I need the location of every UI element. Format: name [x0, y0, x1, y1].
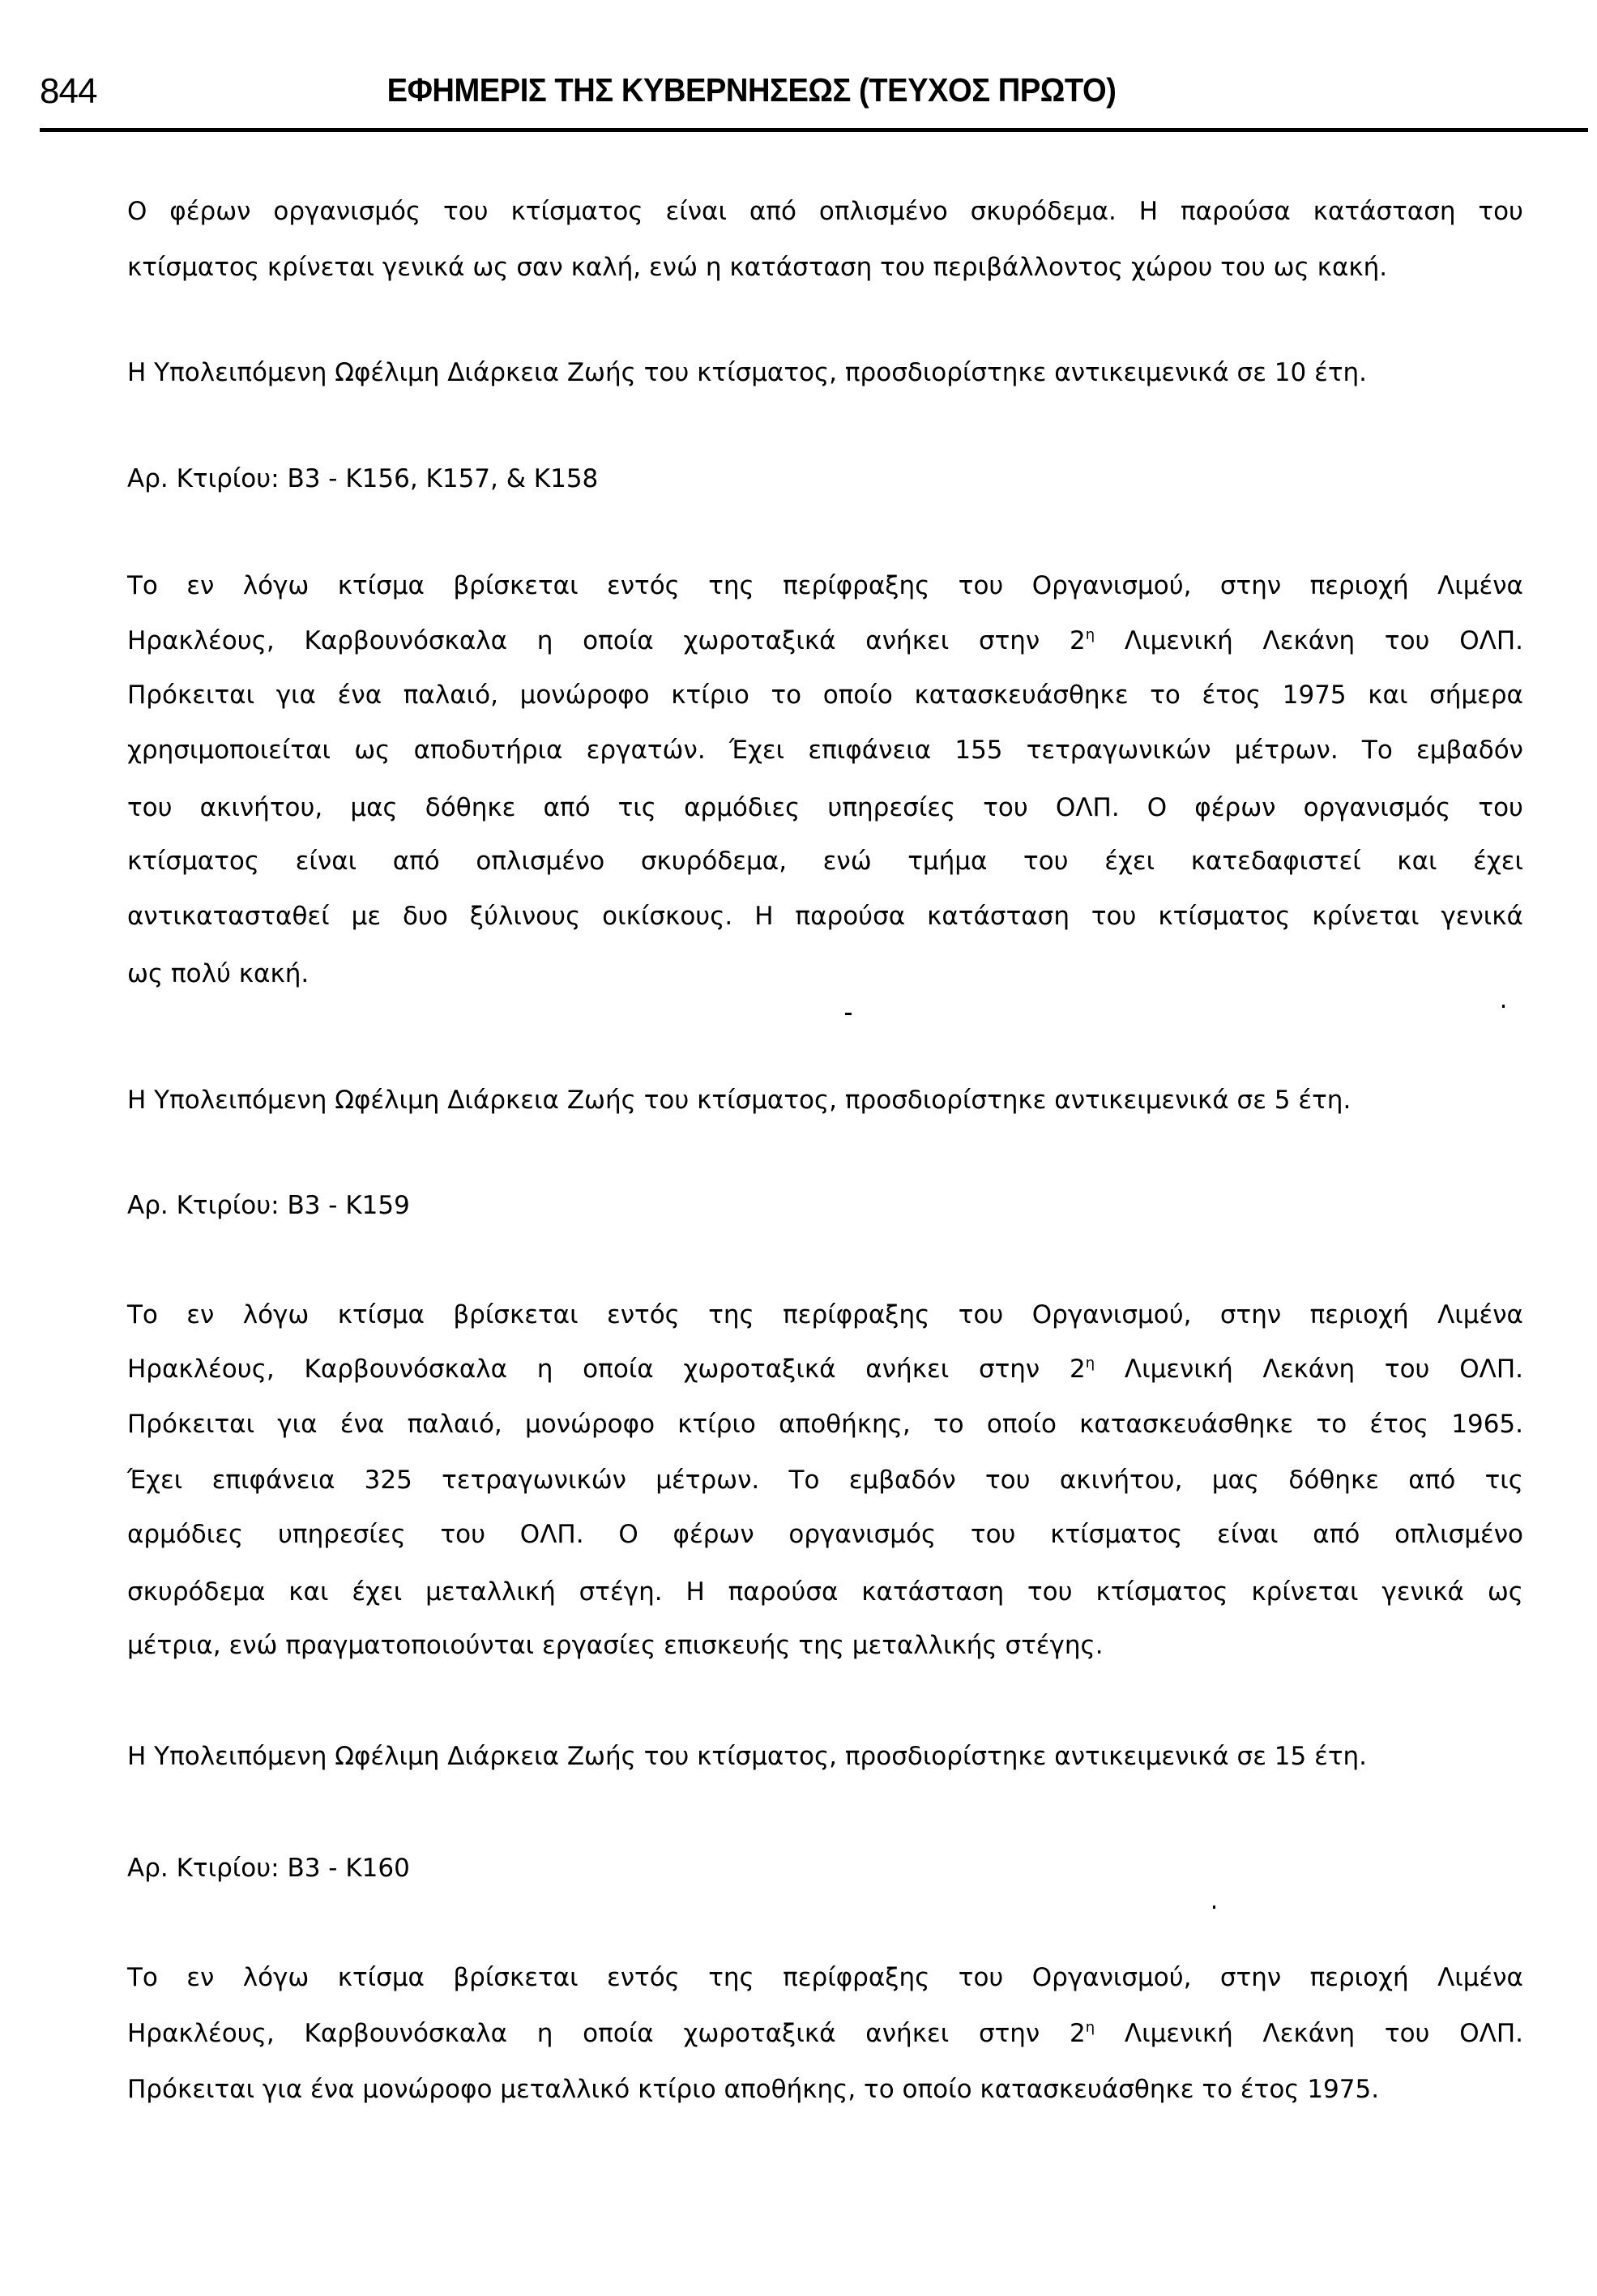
- paragraph-line: Το εν λόγω κτίσμα βρίσκεται εντός της περίφραξης του Οργανισμού, στην περιοχή Λιμένα: [127, 1963, 1523, 1992]
- text-segment: Λιμενική Λεκάνη του ΟΛΠ.: [1095, 626, 1523, 655]
- paragraph-line: μέτρια, ενώ πραγματοποιούνται εργασίες επισκευής της μεταλλικής στέγης.: [127, 1631, 1104, 1660]
- building-heading: Αρ. Κτιρίου: Β3 - Κ156, Κ157, & Κ158: [127, 464, 599, 493]
- building-heading: Αρ. Κτιρίου: Β3 - Κ159: [127, 1191, 410, 1220]
- text-segment: Λιμενική Λεκάνη του ΟΛΠ.: [1095, 2019, 1523, 2048]
- paragraph-line: Έχει επιφάνεια 325 τετραγωνικών μέτρων. Το εμβαδόν του ακινήτου, μας δόθηκε από τις: [127, 1466, 1523, 1495]
- text-segment: Ηρακλέους, Καρβουνόσκαλα η οποία χωροταξικά ανήκει στην 2: [127, 2019, 1086, 2048]
- paragraph-line: ως πολύ κακή.: [127, 959, 310, 988]
- paragraph-line: Το εν λόγω κτίσμα βρίσκεται εντός της περίφραξης του Οργανισμού, στην περιοχή Λιμένα: [127, 1300, 1523, 1329]
- paragraph-line: Πρόκειται για ένα παλαιό, μονώροφο κτίριο αποθήκης, το οποίο κατασκευάσθηκε το έτος 1965.: [127, 1410, 1523, 1439]
- paragraph-line: κτίσματος είναι από οπλισμένο σκυρόδεμα, ενώ τμήμα του έχει κατεδαφιστεί και έχει: [127, 847, 1523, 876]
- building-heading: Αρ. Κτιρίου: Β3 - Κ160: [127, 1854, 410, 1883]
- remaining-life-statement: Η Υπολειπόμενη Ωφέλιμη Διάρκεια Ζωής του κτίσματος, προσδιορίστηκε αντικειμενικά σε 15 έτη.: [127, 1742, 1368, 1771]
- paragraph-line: χρησιμοποιείται ως αποδυτήρια εργατών. Έχει επιφάνεια 155 τετραγωνικών μέτρων. Το εμβαδόν: [127, 736, 1523, 765]
- page-title: ΕΦΗΜΕΡΙΣ ΤΗΣ ΚΥΒΕΡΝΗΣΕΩΣ (ΤΕΥΧΟΣ ΠΡΩΤΟ): [386, 71, 1117, 109]
- paragraph-line: Πρόκειται για ένα παλαιό, μονώροφο κτίριο το οποίο κατασκευάσθηκε το έτος 1975 και σήμερα: [127, 681, 1523, 710]
- superscript: η: [1085, 1355, 1095, 1372]
- text-segment: Ηρακλέους, Καρβουνόσκαλα η οποία χωροταξικά ανήκει στην 2: [127, 1355, 1086, 1384]
- text-segment: Λιμενική Λεκάνη του ΟΛΠ.: [1095, 1355, 1523, 1384]
- remaining-life-statement: Η Υπολειπόμενη Ωφέλιμη Διάρκεια Ζωής του κτίσματος, προσδιορίστηκε αντικειμενικά σε 10 έτη.: [127, 358, 1368, 387]
- remaining-life-statement: Η Υπολειπόμενη Ωφέλιμη Διάρκεια Ζωής του κτίσματος, προσδιορίστηκε αντικειμενικά σε 5 έτη.: [127, 1086, 1351, 1115]
- superscript: η: [1085, 626, 1095, 643]
- scan-speck: [845, 1013, 852, 1015]
- paragraph-line: [127, 1353, 1523, 1385]
- header-divider: [40, 128, 1588, 132]
- superscript: η: [1085, 2019, 1095, 2036]
- paragraph-line: σκυρόδεμα και έχει μεταλλική στέγη. Η παρούσα κατάσταση του κτίσματος κρίνεται γενικά ως: [127, 1577, 1523, 1607]
- text-segment: Ηρακλέους, Καρβουνόσκαλα η οποία χωροταξικά ανήκει στην 2: [127, 626, 1086, 655]
- paragraph-line: αντικατασταθεί με δυο ξύλινους οικίσκους. Η παρούσα κατάσταση του κτίσματος κρίνεται γενικά: [127, 902, 1523, 931]
- paragraph-line: αρμόδιες υπηρεσίες του ΟΛΠ. Ο φέρων οργανισμός του κτίσματος είναι από οπλισμένο: [127, 1520, 1523, 1549]
- paragraph-line: κτίσματος κρίνεται γενικά ως σαν καλή, ενώ η κατάσταση του περιβάλλοντος χώρου του ως κακή.: [127, 253, 1388, 282]
- paragraph-line: του ακινήτου, μας δόθηκε από τις αρμόδιες υπηρεσίες του ΟΛΠ. Ο φέρων οργανισμός του: [127, 793, 1523, 822]
- paragraph-line: [127, 2017, 1523, 2050]
- scan-speck: [1213, 1906, 1215, 1909]
- paragraph-line: Πρόκειται για ένα μονώροφο μεταλλικό κτίριο αποθήκης, το οποίο κατασκευάσθηκε το έτος 1975.: [127, 2075, 1380, 2104]
- scan-speck: [1502, 1005, 1505, 1008]
- paragraph-line: Ο φέρων οργανισμός του κτίσματος είναι από οπλισμένο σκυρόδεμα. Η παρούσα κατάσταση του: [127, 197, 1523, 226]
- paragraph-line: [127, 625, 1523, 657]
- page-number: 844: [40, 71, 97, 111]
- paragraph-line: Το εν λόγω κτίσμα βρίσκεται εντός της περίφραξης του Οργανισμού, στην περιοχή Λιμένα: [127, 571, 1523, 600]
